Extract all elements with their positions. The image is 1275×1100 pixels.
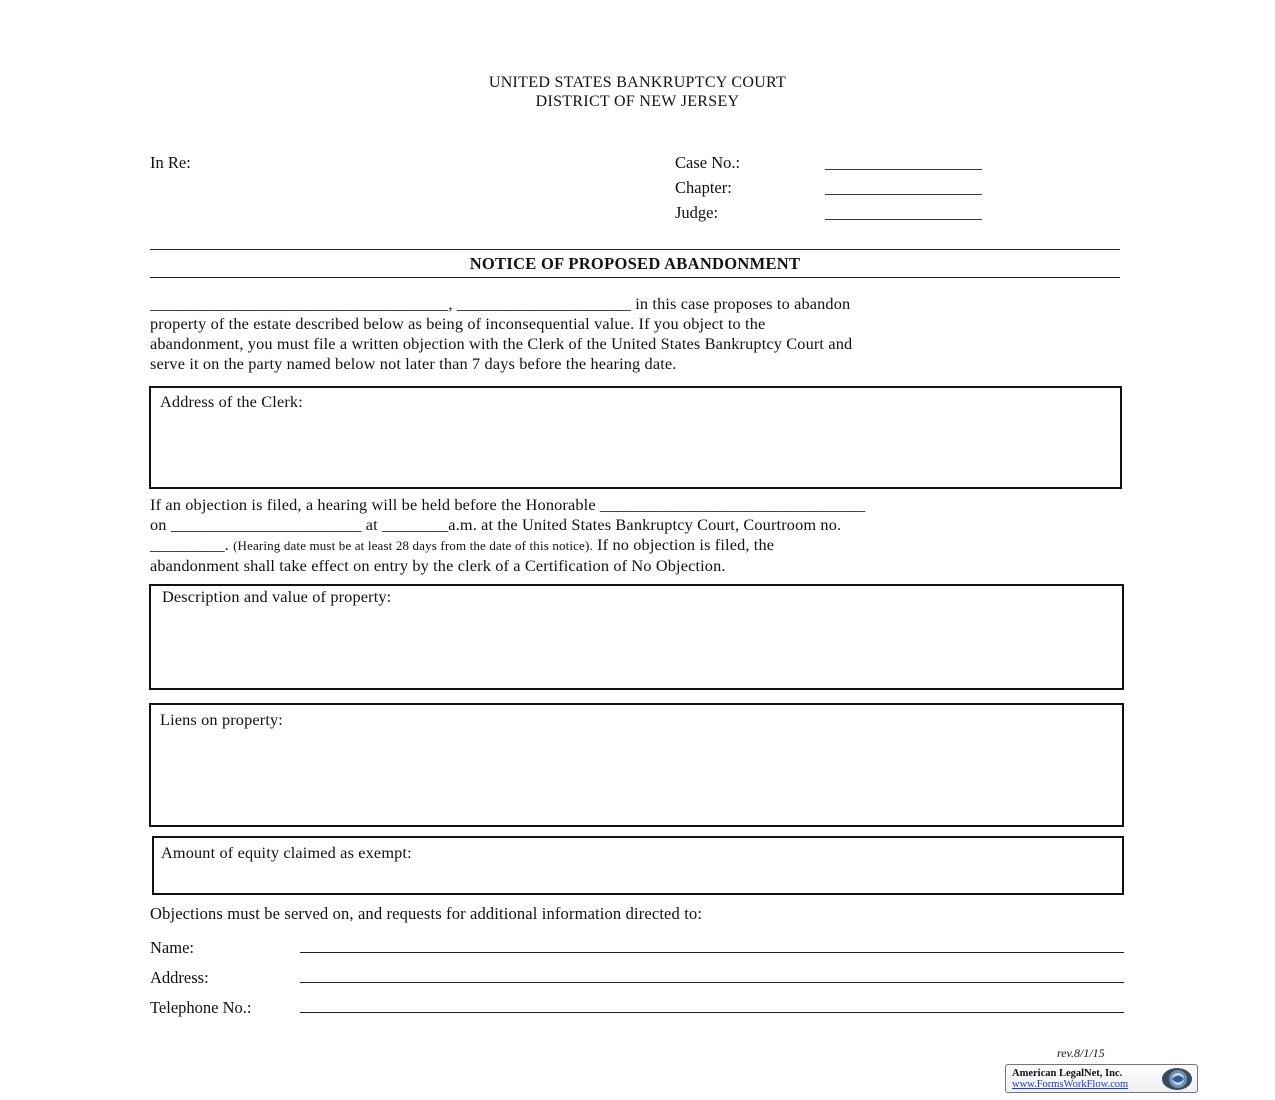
case-no-field[interactable]: ___________________ [825, 153, 982, 172]
document-title: NOTICE OF PROPOSED ABANDONMENT [469, 254, 801, 273]
property-description-box[interactable] [149, 584, 1124, 690]
hearing-line: abandonment shall take effect on entry by the clerk of a Certification of No Objection. [150, 556, 726, 575]
in-re-label: In Re: [150, 153, 191, 172]
intro-line: property of the estate described below as being of inconsequential value. If you object to the [150, 314, 766, 333]
name-label: Name: [150, 938, 194, 957]
hearing-line-end: If no objection is filed, the [592, 535, 775, 554]
address-field[interactable] [300, 982, 1124, 983]
forms-workflow-badge[interactable] [1005, 1064, 1198, 1093]
liens-box[interactable] [149, 703, 1124, 827]
hearing-line[interactable] [150, 535, 1125, 556]
title-rule-bottom [150, 277, 1120, 278]
badge-company: American LegalNet, Inc. [1012, 1068, 1123, 1079]
telephone-label: Telephone No.: [150, 998, 252, 1017]
intro-paragraph [150, 294, 1125, 374]
title-rule-top [150, 249, 1120, 250]
intro-line[interactable]: ____________________________________, _____________________ in this case proposes to abandon [150, 294, 851, 313]
property-description-label: Description and value of property: [162, 587, 392, 606]
case-no-label: Case No.: [675, 153, 741, 172]
judge-label: Judge: [675, 203, 719, 222]
hearing-line[interactable]: on _______________________ at ________a.m. at the United States Bankruptcy Court, Courtroom no. [150, 515, 842, 534]
hearing-paragraph [150, 495, 1125, 576]
hearing-date-note: (Hearing date must be at least 28 days from the date of this notice). [233, 538, 593, 553]
intro-line: abandonment, you must file a written objection with the Clerk of the United States Bankruptcy Court and [150, 334, 853, 353]
telephone-field[interactable] [300, 1012, 1124, 1013]
liens-label: Liens on property: [160, 710, 283, 729]
equity-label: Amount of equity claimed as exempt: [161, 843, 412, 862]
district-name: DISTRICT OF NEW JERSEY [535, 93, 740, 110]
courtroom-blank[interactable]: _________. [150, 535, 234, 554]
chapter-field[interactable]: ___________________ [825, 178, 982, 197]
badge-website-link[interactable]: www.FormsWorkFlow.com [1012, 1079, 1129, 1090]
clerk-address-box[interactable] [149, 386, 1122, 489]
chapter-label: Chapter: [675, 178, 732, 197]
equity-box[interactable] [152, 836, 1124, 895]
hearing-line[interactable]: If an objection is filed, a hearing will be held before the Honorable ________________________________ [150, 495, 866, 514]
name-field[interactable] [300, 952, 1124, 953]
clerk-address-label: Address of the Clerk: [160, 392, 303, 411]
revision-date: rev.8/1/15 [1057, 1046, 1105, 1060]
globe-icon [1160, 1067, 1194, 1096]
address-label: Address: [150, 968, 209, 987]
objections-instruction: Objections must be served on, and requests for additional information directed to: [150, 904, 703, 923]
intro-line: serve it on the party named below not later than 7 days before the hearing date. [150, 354, 677, 373]
judge-field[interactable]: ___________________ [825, 203, 982, 222]
court-name: UNITED STATES BANKRUPTCY COURT [488, 74, 787, 91]
